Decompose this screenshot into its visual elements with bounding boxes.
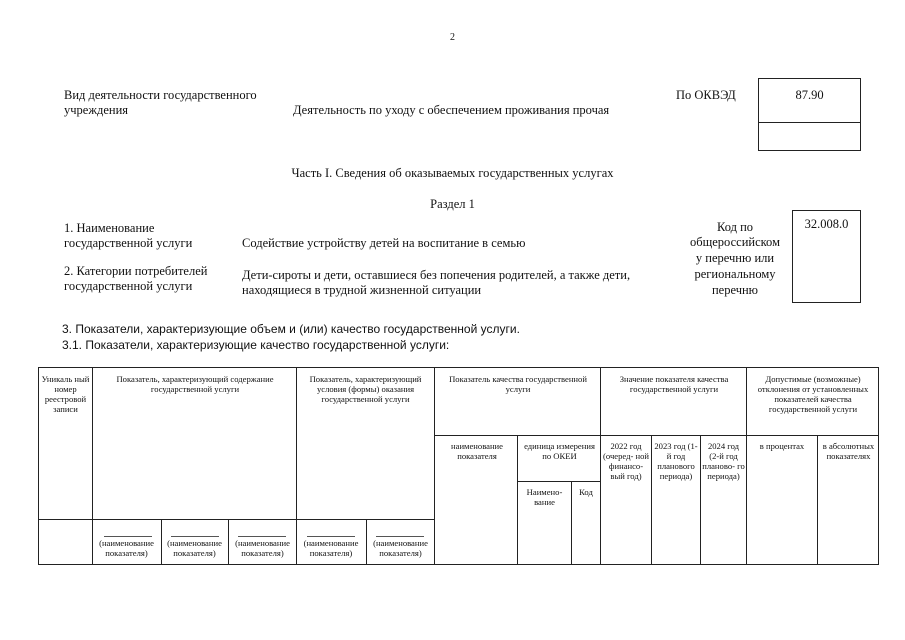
th-conditions: Показатель, характеризующий условия (формы) оказания государственной услуги [309, 374, 422, 404]
col-line [651, 435, 652, 565]
param-underline [238, 536, 286, 537]
row-line [517, 481, 600, 482]
col-line [92, 367, 93, 565]
th-unit-code: Код [579, 487, 593, 497]
th-unit-name: Наимено- вание [526, 487, 563, 507]
param-4: (наименование показателя) [303, 538, 359, 558]
section-title: Раздел 1 [430, 197, 475, 211]
param-underline [307, 536, 355, 537]
service-name-label-line1: 1. Наименование [64, 221, 155, 235]
consumers-value-line1: Дети-сироты и дети, оставшиеся без попечения родителей, а также дети, [242, 268, 631, 282]
col-line [746, 367, 747, 565]
th-quality: Показатель качества государственной услуги [449, 374, 587, 394]
param-5: (наименование показателя) [373, 538, 428, 558]
page-number: 2 [450, 32, 455, 43]
row-line [434, 435, 879, 436]
activity-label-line1: Вид деятельности государственного [64, 88, 257, 102]
col-line [571, 481, 572, 565]
th-percent: в процентах [759, 441, 805, 451]
col-line [517, 435, 518, 565]
consumers-label-line1: 2. Категории потребителей [64, 264, 208, 278]
part-title: Часть I. Сведения об оказываемых государственных услугах [291, 166, 614, 180]
okved-code: 87.90 [795, 88, 824, 102]
service-name-label-line2: государственной услуги [64, 236, 193, 250]
th-year-2022: 2022 год (очеред- ной финансо- вый год) [603, 441, 649, 481]
param-underline [171, 536, 219, 537]
activity-value: Деятельность по уходу с обеспечением проживания прочая [293, 103, 610, 117]
activity-label-line2: учреждения [64, 103, 129, 117]
col-line [817, 435, 818, 565]
code-label-line2: общероссийском [690, 235, 780, 249]
okved-label: По ОКВЭД [676, 88, 736, 102]
th-year-2024: 2024 год (2-й год планово- го периода) [702, 441, 745, 481]
th-content: Показатель, характеризующий содержание государственной услуги [116, 374, 274, 394]
param-1: (наименование показателя) [99, 538, 154, 558]
param-2: (наименование показателя) [167, 538, 222, 558]
col-line [296, 367, 297, 565]
code-label-line3: у перечню или [695, 251, 775, 265]
code-label-line4: региональному [694, 267, 776, 281]
service-name-value: Содействие устройству детей на воспитание в семью [242, 236, 526, 250]
param-3: (наименование показателя) [235, 538, 290, 558]
indicators-heading: 3. Показатели, характеризующие объем и (или) качество государственной услуги. [62, 322, 520, 336]
service-code-value: 32.008.0 [804, 217, 849, 231]
okved-box-divider [759, 122, 860, 123]
param-underline [376, 536, 424, 537]
param-underline [104, 536, 152, 537]
col-line [434, 367, 435, 565]
th-year-2023: 2023 год (1-й год планового периода) [654, 441, 698, 481]
th-indicator-name: наименование показателя [451, 441, 503, 461]
th-absolute: в абсолютных показателях [822, 441, 875, 461]
consumers-label-line2: государственной услуги [64, 279, 193, 293]
quality-indicators-heading: 3.1. Показатели, характеризующие качество государственной услуги: [62, 338, 450, 352]
consumers-value-line2: находящиеся в трудной жизненной ситуации [242, 283, 482, 297]
th-value: Значение показателя качества государственной услуги [619, 374, 729, 394]
th-unit: единица измерения по ОКЕИ [524, 441, 595, 461]
th-unique-number: Уникаль ный номер реестровой записи [41, 374, 90, 414]
th-deviation: Допустимые (возможные) отклонения от установленных показателей качества государственной услуги [757, 374, 869, 414]
code-label-line5: перечню [711, 283, 759, 297]
code-label-line1: Код по [716, 220, 754, 234]
col-line [700, 435, 701, 565]
row-line [38, 519, 434, 520]
col-line [600, 367, 601, 565]
